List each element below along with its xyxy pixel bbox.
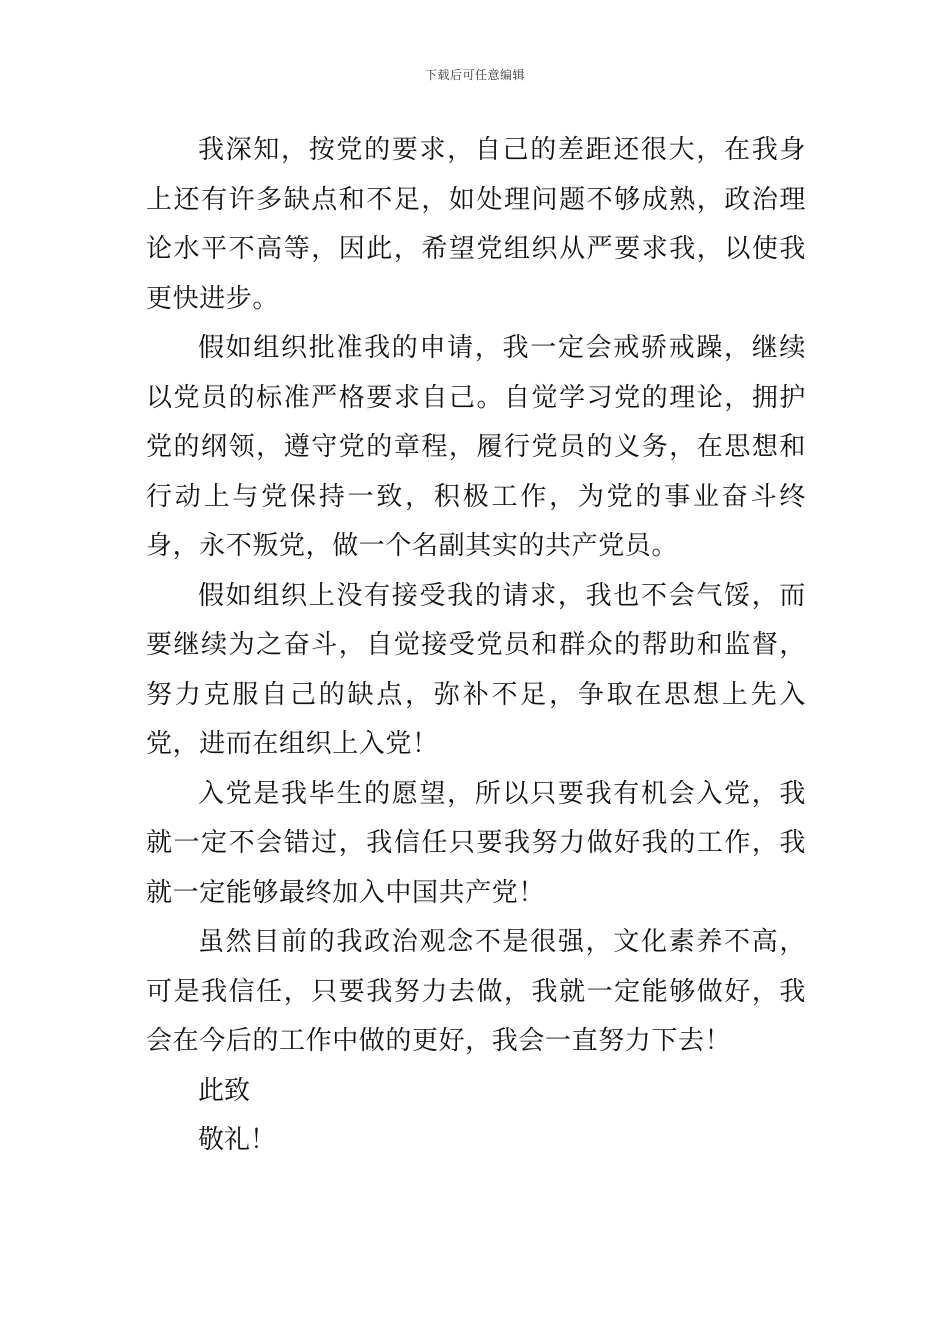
document-body — [146, 126, 806, 1166]
paragraph: 假如组织批准我的申请，我一定会戒骄戒躁，继续以党员的标准严格要求自己。自觉学习党的理论，拥护党的纲领，遵守党的章程，履行党员的义务，在思想和行动上与党保持一致，积极工作，为党的事业奋斗终身，永不叛党，做一个名副其实的共产党员。 — [146, 333, 806, 561]
paragraph: 我深知，按党的要求，自己的差距还很大，在我身上还有许多缺点和不足，如处理问题不够成熟，政治理论水平不高等，因此，希望党组织从严要求我，以使我更快进步。 — [146, 135, 806, 314]
page-header: 下载后可任意编辑 — [424, 68, 525, 82]
paragraph: 入党是我毕生的愿望，所以只要我有机会入党，我就一定不会错过，我信任只要我努力做好我的工作，我就一定能够最终加入中国共产党！ — [146, 778, 806, 908]
closing-salutation: 此致 — [198, 1075, 251, 1106]
paragraph: 假如组织上没有接受我的请求，我也不会气馁，而要继续为之奋斗，自觉接受党员和群众的帮助和监督，努力克服自己的缺点，弥补不足，争取在思想上先入党，进而在组织上入党！ — [146, 580, 806, 759]
paragraph: 虽然目前的我政治观念不是很强，文化素养不高，可是我信任，只要我努力去做，我就一定能够做好，我会在今后的工作中做的更好，我会一直努力下去！ — [146, 927, 806, 1056]
closing-regards: 敬礼！ — [198, 1125, 277, 1155]
